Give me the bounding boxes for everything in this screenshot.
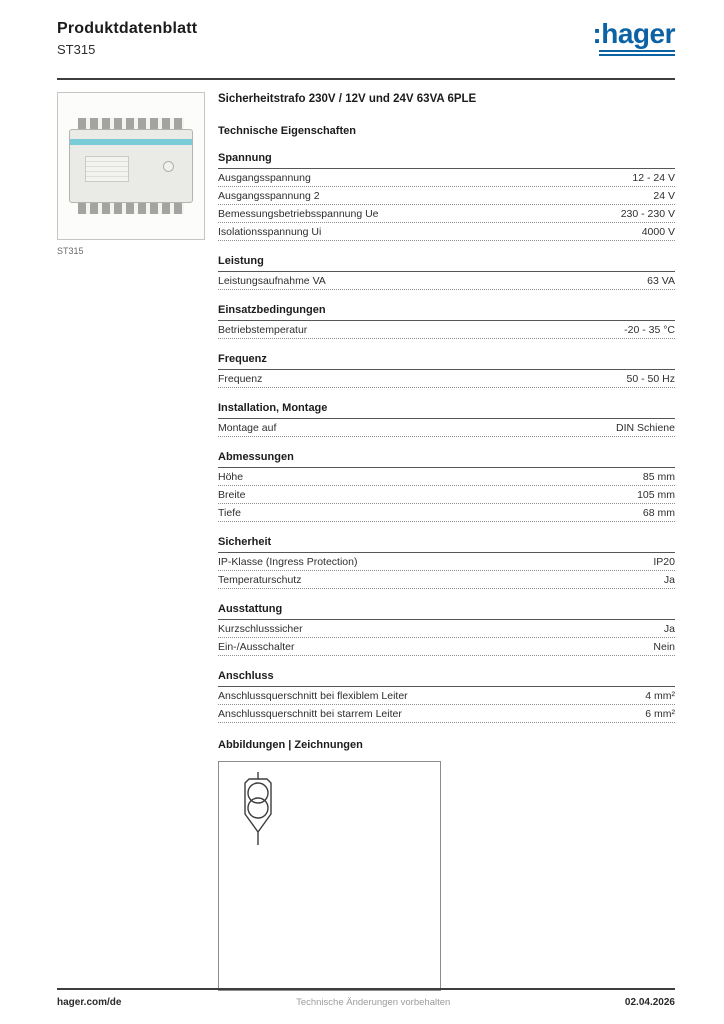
spec-label: Frequenz: [218, 373, 263, 385]
spec-value: 4000 V: [641, 226, 675, 238]
spec-section-title: Ausstattung: [218, 598, 675, 620]
device-stripe: [70, 139, 192, 145]
header-titles: [57, 20, 197, 57]
spec-row: [218, 321, 675, 339]
page-footer: [57, 997, 675, 1008]
spec-section: [218, 250, 675, 290]
spec-section: [218, 531, 675, 589]
spec-value: 6 mm²: [645, 708, 675, 720]
transformer-symbol-icon: [231, 770, 285, 848]
spec-row: [218, 419, 675, 437]
spec-row: [218, 504, 675, 522]
page-title: Produktdatenblatt: [57, 20, 198, 37]
spec-label: Bemessungsbetriebsspannung Ue: [218, 208, 379, 220]
spec-section-title: Installation, Montage: [218, 397, 675, 419]
spec-value: 105 mm: [637, 489, 675, 501]
spec-section: [218, 397, 675, 437]
spec-section: [218, 665, 675, 723]
spec-value: Ja: [663, 574, 675, 586]
device-body: [69, 129, 193, 203]
drawing-box: [218, 761, 441, 991]
spec-value: Ja: [663, 623, 675, 635]
device-terminals-bottom: [78, 203, 184, 214]
main-content: [57, 92, 675, 991]
footer-divider: [57, 988, 675, 990]
spec-row: [218, 687, 675, 705]
product-image-column: [57, 92, 205, 991]
spec-value: 68 mm: [642, 507, 675, 519]
spec-value: Nein: [653, 641, 675, 653]
product-title: Sicherheitstrafo 230V / 12V und 24V 63VA 6PLE: [218, 93, 477, 105]
product-image-caption: ST315: [57, 246, 84, 256]
spec-row: [218, 486, 675, 504]
device-label-area: [85, 156, 129, 182]
product-code: ST315: [57, 42, 96, 57]
spec-section-title: Leistung: [218, 250, 675, 272]
tech-properties-heading: Technische Eigenschaften: [218, 125, 356, 137]
spec-value: 63 VA: [647, 275, 675, 287]
footer-website: hager.com/de: [57, 997, 122, 1008]
spec-row: [218, 370, 675, 388]
logo-underline: [599, 50, 675, 52]
spec-value: 50 - 50 Hz: [626, 373, 675, 385]
header-divider: [57, 78, 675, 80]
spec-value: 230 - 230 V: [620, 208, 675, 220]
spec-row: [218, 620, 675, 638]
spec-label: Breite: [218, 489, 246, 501]
spec-value: 4 mm²: [645, 690, 675, 702]
spec-section: [218, 446, 675, 522]
hager-logo-text: :hager: [592, 18, 675, 49]
spec-label: Anschlussquerschnitt bei flexiblem Leiter: [218, 690, 408, 702]
spec-section-title: Spannung: [218, 147, 675, 169]
spec-column: [218, 92, 675, 991]
spec-label: Tiefe: [218, 507, 241, 519]
device-screw: [163, 161, 174, 172]
spec-value: DIN Schiene: [616, 422, 675, 434]
spec-row: [218, 705, 675, 723]
spec-section-title: Abmessungen: [218, 446, 675, 468]
device-illustration: [69, 118, 193, 214]
spec-value: 12 - 24 V: [632, 172, 675, 184]
spec-section: [218, 147, 675, 241]
spec-label: Betriebstemperatur: [218, 324, 308, 336]
spec-row: [218, 223, 675, 241]
spec-section: [218, 299, 675, 339]
spec-label: Temperaturschutz: [218, 574, 302, 586]
hager-logo: [592, 20, 675, 56]
spec-row: [218, 553, 675, 571]
footer-disclaimer: Technische Änderungen vorbehalten: [296, 997, 451, 1008]
spec-label: Anschlussquerschnitt bei starrem Leiter: [218, 708, 402, 720]
logo-underline: [599, 54, 675, 56]
spec-sections: [218, 147, 675, 723]
spec-value: 24 V: [653, 190, 675, 202]
spec-section-title: Sicherheit: [218, 531, 675, 553]
spec-label: Isolationsspannung Ui: [218, 226, 322, 238]
spec-label: Kurzschlusssicher: [218, 623, 303, 635]
spec-section-title: Frequenz: [218, 348, 675, 370]
spec-section-title: Einsatzbedingungen: [218, 299, 675, 321]
spec-label: Ausgangsspannung: [218, 172, 311, 184]
spec-label: Leistungsaufnahme VA: [218, 275, 326, 287]
spec-row: [218, 187, 675, 205]
spec-row: [218, 638, 675, 656]
spec-value: 85 mm: [642, 471, 675, 483]
product-image: [57, 92, 205, 240]
spec-section-title: Anschluss: [218, 665, 675, 687]
spec-row: [218, 571, 675, 589]
spec-label: Höhe: [218, 471, 244, 483]
drawings-heading: Abbildungen | Zeichnungen: [218, 739, 363, 751]
page-header: [57, 20, 675, 57]
footer-date: 02.04.2026: [624, 997, 675, 1008]
spec-label: Ausgangsspannung 2: [218, 190, 320, 202]
spec-row: [218, 205, 675, 223]
spec-row: [218, 169, 675, 187]
spec-value: IP20: [653, 556, 675, 568]
spec-row: [218, 468, 675, 486]
spec-section: [218, 598, 675, 656]
spec-row: [218, 272, 675, 290]
device-terminals-top: [78, 118, 184, 129]
spec-label: Ein-/Ausschalter: [218, 641, 295, 653]
spec-label: IP-Klasse (Ingress Protection): [218, 556, 358, 568]
spec-value: -20 - 35 °C: [624, 324, 675, 336]
spec-label: Montage auf: [218, 422, 277, 434]
spec-section: [218, 348, 675, 388]
